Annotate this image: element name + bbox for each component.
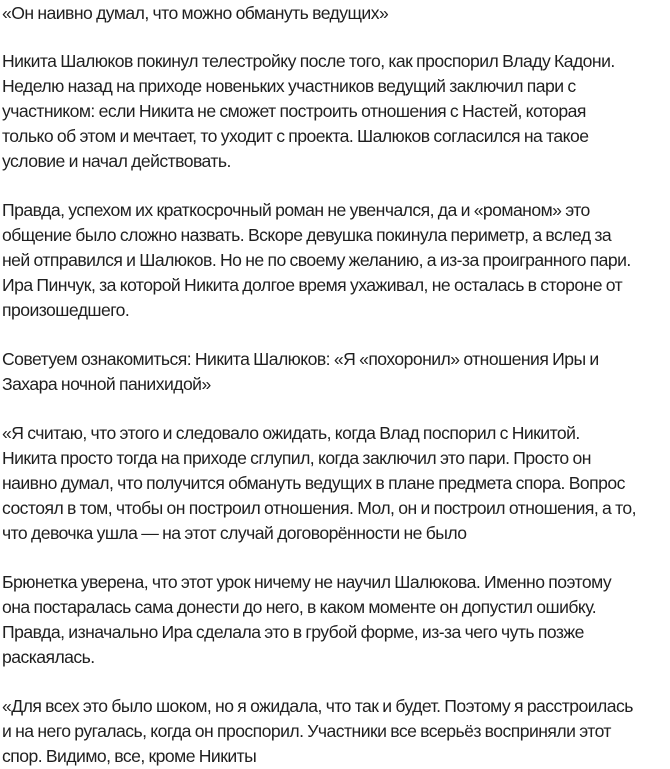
paragraph-brunette [2,570,670,670]
related-link-line[interactable]: Советуем ознакомиться: Никита Шалюков: «Я «похоронил» отношения Иры и [2,349,599,369]
paragraph-line: Ира Пинчук, за которой Никита долгое время ухаживал, не осталась в стороне от [2,275,623,295]
paragraph-line: произошедшего. [2,300,130,320]
quote-line: Никита просто тогда на приходе сглупил, когда заключил это пари. Просто он [2,448,591,468]
quote-line: и на него ругалась, когда он проспорил. Участники все всерьёз восприняли этот [2,721,611,741]
paragraph-line: ней отправился и Шалюков. Но не по своему желанию, а из-за проигранного пари. [2,250,631,270]
quote-line: наивно думал, что получится обмануть ведущих в плане предмета спора. Вопрос [2,473,625,493]
paragraph-line: Никита Шалюков покинул телестройку после того, как проспорил Владу Кадони. [2,51,615,71]
title-line: «Он наивно думал, что можно обмануть ведущих» [2,3,389,23]
related-link-line[interactable]: Захара ночной панихидой» [2,374,211,394]
paragraph-line: только об этом и мечтает, то уходит с проекта. Шалюков согласился на такое [2,126,589,146]
quote-line: «Для всех это было шоком, но я ожидала, что так и будет. Поэтому я расстроилась [2,696,633,716]
quote-line: состоял в том, чтобы он построил отношения. Мол, он и построил отношения, а то, [2,498,636,518]
paragraph-line: участником: если Никита не сможет построить отношения с Настей, которая [2,101,586,121]
paragraph-romance [2,198,670,323]
quote-ira-1 [2,421,670,546]
paragraph-line: раскаялась. [2,647,95,667]
quote-line: что девочка ушла — на этот случай договорённости не было [2,523,467,543]
quote-ira-2 [2,694,670,769]
paragraph-intro [2,49,670,174]
paragraph-line: общение было сложно назвать. Вскоре девушка покинула периметр, а вслед за [2,225,612,245]
paragraph-line: Неделю назад на приходе новеньких участников ведущий заключил пари с [2,76,576,96]
article-title [2,0,670,26]
paragraph-line: она постаралась сама донести до него, в каком моменте он допустил ошибку. [2,597,597,617]
paragraph-line: Брюнетка уверена, что этот урок ничему не научил Шалюкова. Именно поэтому [2,572,612,592]
paragraph-line: Правда, успехом их краткосрочный роман не увенчался, да и «романом» это [2,200,590,220]
related-article-link[interactable] [2,347,670,397]
paragraph-line: Правда, изначально Ира сделала это в грубой форме, из-за чего чуть позже [2,622,584,642]
quote-line: «Я считаю, что этого и следовало ожидать, когда Влад поспорил с Никитой. [2,423,580,443]
paragraph-line: условие и начал действовать. [2,151,231,171]
quote-line: спор. Видимо, все, кроме Никиты [2,746,257,766]
